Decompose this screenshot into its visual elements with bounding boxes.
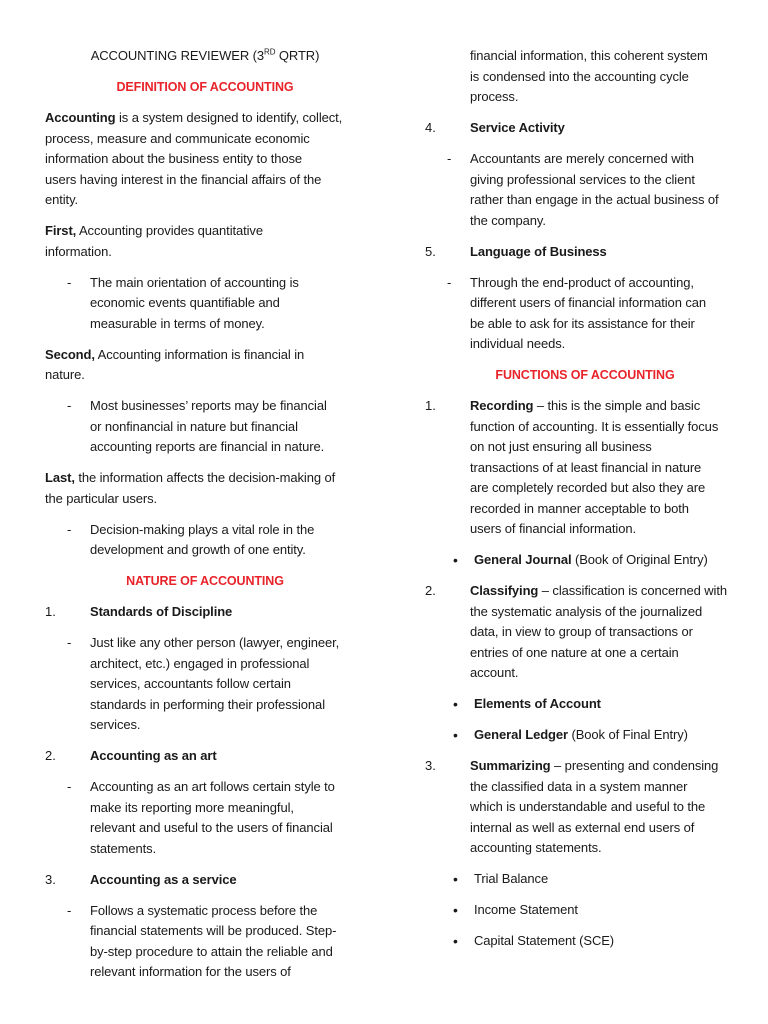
line-text: function of accounting. It is essentially focus [470,418,719,434]
line-text: entity. [45,192,79,207]
line-text: Accountants are merely concerned with [470,151,694,166]
title-text: ACCOUNTING REVIEWER (3 [90,48,265,63]
line-text: be able to ask for its assistance for their [470,315,695,331]
para-item [45,108,365,211]
right-column [425,46,745,962]
num-item [425,242,745,263]
dash-item [425,46,745,108]
num-item [425,756,745,859]
list-marker: 4. [425,120,436,135]
line-text: make its reporting more meaningful, [90,799,294,815]
dash-item [425,149,745,231]
line-text: nature. [45,367,85,382]
line-text: Accounting as an art follows certain style to [90,779,335,794]
line-text: Accounting information is financial in [94,346,305,362]
text-line [45,396,365,417]
section-heading [425,365,745,386]
num-item [45,870,365,891]
text-line [45,715,365,736]
line-text: users of financial information. [470,521,636,536]
dash-item [45,396,365,458]
line-text: relevant information for the users of [90,964,291,979]
text-line [45,942,365,963]
text-line [425,314,745,335]
list-marker: - [447,151,452,166]
text-line [425,458,745,479]
text-line [425,334,745,355]
text-line [425,67,745,88]
text-line [45,674,365,695]
text-line [425,417,745,438]
bold-term: Classifying [470,583,539,598]
dash-item [45,633,365,736]
list-marker: - [67,398,72,413]
text-line [425,622,745,643]
bold-term: Accounting as an art [90,748,217,763]
text-line [425,550,745,571]
text-line [45,170,365,191]
line-text: Most businesses’ reports may be financial [90,398,327,413]
line-text: (Book of Final Entry) [567,727,688,742]
bullet-item [425,725,745,746]
text-line [45,468,365,489]
num-item [425,396,745,540]
bold-term: Accounting [45,110,116,125]
line-text: transactions of at least financial in nature [470,459,702,475]
text-line [425,499,745,520]
line-text: Trial Balance [474,871,549,886]
text-line [45,602,365,623]
text-line [425,190,745,211]
text-line [45,77,365,98]
line-text: individual needs. [470,336,566,351]
text-line [425,118,745,139]
text-line [45,417,365,438]
line-text: or nonfinancial in nature but financial [90,418,298,434]
text-line [425,437,745,458]
list-marker: 5. [425,243,436,259]
dash-item [45,777,365,859]
line-text: entries of one nature at one a certain [470,644,679,660]
line-text: recorded in manner acceptable to both [470,500,689,516]
bold-term: Last, [45,470,75,485]
line-text: services, accountants follow certain [90,676,291,691]
text-line [45,221,365,242]
bold-term: Standards of Discipline [90,604,233,619]
text-line [425,725,745,746]
text-line [45,540,365,561]
bullet-icon: • [453,871,458,887]
text-line [425,869,745,890]
line-text: Decision-making plays a vital role in the [90,521,315,537]
line-text: DEFINITION OF ACCOUNTING [116,80,294,94]
text-line [45,798,365,819]
line-text: financial statements will be produced. Step- [90,923,337,938]
num-item [425,581,745,684]
text-line [425,797,745,818]
line-text: Through the end-product of accounting, [470,274,694,290]
line-text: – classification is concerned with [538,583,727,598]
text-line [425,581,745,602]
text-line [45,746,365,767]
section-heading [45,77,365,98]
text-line [45,818,365,839]
text-line [45,921,365,942]
text-line [425,900,745,921]
text-line [425,818,745,839]
text-line [425,838,745,859]
text-line [45,242,365,263]
bold-term: Language of Business [470,243,607,259]
line-text: standards in performing their professional [90,696,325,712]
para-item [45,345,365,386]
para-item [45,221,365,262]
line-text: accounting statements. [470,840,602,855]
text-line [425,87,745,108]
text-line [425,170,745,191]
text-line [425,46,745,67]
text-line [425,931,745,952]
dash-item [425,273,745,355]
list-marker: 1. [425,398,436,413]
line-text: the systematic analysis of the journalized [470,603,703,619]
num-item [45,602,365,623]
line-text: economic events quantifiable and [90,295,280,310]
text-line [425,602,745,623]
line-text: on not just ensuring all business [470,439,652,454]
line-text: is a system designed to identify, collect, [115,110,343,125]
line-text: architect, etc.) engaged in professional [90,655,310,671]
line-text: process. [470,89,519,104]
text-line [45,695,365,716]
text-line [45,149,365,170]
text-line [45,190,365,211]
bold-term: Recording [470,398,534,413]
text-line [425,293,745,314]
text-line [45,901,365,922]
text-line [45,129,365,150]
line-text: – this is the simple and basic [533,398,701,413]
text-line [45,108,365,129]
line-text: rather than engage in the actual business of [470,192,719,207]
line-text: (Book of Original Entry) [571,552,708,567]
bullet-icon: • [453,727,458,743]
text-line [45,870,365,891]
bullet-item [425,550,745,571]
bullet-item [425,900,745,921]
list-marker: 1. [45,604,56,619]
text-line [45,314,365,335]
list-marker: - [67,274,72,290]
para-item [45,468,365,509]
line-text: giving professional services to the client [470,171,695,187]
text-line [425,273,745,294]
text-line [45,365,365,386]
list-marker: - [67,635,72,650]
line-text: Capital Statement (SCE) [474,933,615,948]
text-line [425,242,745,263]
text-line [45,273,365,294]
bold-term: General Ledger [474,727,568,742]
list-marker: - [67,521,72,537]
bullet-icon: • [453,696,458,712]
section-heading [45,571,365,592]
text-line [425,756,745,777]
line-text: by-step procedure to attain the reliable and [90,943,333,959]
line-text: development and growth of one entity. [90,542,306,557]
bullet-icon: • [453,902,458,918]
text-line [45,777,365,798]
text-line [425,396,745,417]
bold-term: Elements of Account [474,696,601,711]
line-text: data, in view to group of transactions or [470,624,693,639]
document-title [45,46,365,67]
line-text: measurable in terms of money. [90,315,265,331]
bold-term: First, [45,223,77,238]
line-text: information about the business entity to those [45,151,303,166]
line-text: Accounting provides quantitative [76,223,263,238]
text-line [45,437,365,458]
line-text: The main orientation of accounting is [90,274,299,290]
list-marker: - [67,902,72,918]
bullet-icon: • [453,933,458,949]
text-line [45,633,365,654]
line-text: which is understandable and useful to the [470,799,706,814]
text-line [45,293,365,314]
line-text: – presenting and condensing [550,758,719,773]
text-line [45,345,365,366]
bold-term: General Journal [474,552,572,567]
bold-term: Service Activity [470,120,565,135]
line-text: is condensed into the accounting cycle [470,68,689,84]
line-text: the information affects the decision-making of [74,470,336,485]
bullet-item [425,869,745,890]
line-text: financial information, this coherent system [470,48,708,63]
text-line [45,520,365,541]
bullet-item [425,694,745,715]
text-line [425,777,745,798]
text-line [45,571,365,592]
line-text: different users of financial information can [470,295,706,310]
num-item [425,118,745,139]
line-text: Follows a systematic process before the [90,902,318,918]
list-marker: - [67,779,72,794]
text-line [425,694,745,715]
list-marker: 3. [425,758,436,773]
text-line [425,365,745,386]
line-text: the particular users. [45,490,158,506]
text-line [425,149,745,170]
bullet-icon: • [453,552,458,568]
line-text: the classified data in a system manner [470,778,688,794]
text-line [425,211,745,232]
line-text: Income Statement [474,902,578,917]
text-line [425,478,745,499]
list-marker: - [447,274,452,290]
bold-term: Second, [45,346,95,362]
line-text: NATURE OF ACCOUNTING [126,574,284,588]
dash-item [45,273,365,335]
line-text: are completely recorded but also they are [470,480,706,495]
list-marker: 2. [425,583,436,598]
line-text: internal as well as external end users of [470,819,695,835]
num-item [45,746,365,767]
line-text: account. [470,665,519,680]
bullet-item [425,931,745,952]
text-line [45,839,365,860]
dash-item [45,520,365,561]
dash-item [45,901,365,983]
bold-term: Summarizing [470,758,551,773]
line-text: accounting reports are financial in nature. [90,439,325,454]
list-marker: 3. [45,871,56,887]
line-text: services. [90,717,141,732]
text-line [45,489,365,510]
text-line [425,663,745,684]
line-text: statements. [90,840,157,856]
line-text: FUNCTIONS OF ACCOUNTING [495,368,675,382]
title-superscript: RD [264,47,276,57]
text-line [45,962,365,983]
left-column [45,46,365,993]
list-marker: 2. [45,748,56,763]
line-text: users having interest in the financial affairs of the [45,171,322,187]
title-text-end: QRTR) [275,48,320,63]
line-text: Just like any other person (lawyer, engineer, [90,635,340,650]
text-line [425,519,745,540]
line-text: process, measure and communicate economic [45,130,310,146]
line-text: information. [45,243,112,259]
line-text: relevant and useful to the users of financial [90,820,333,835]
text-line [425,643,745,664]
bold-term: Accounting as a service [90,871,237,887]
text-line [45,654,365,675]
line-text: the company. [470,212,546,228]
